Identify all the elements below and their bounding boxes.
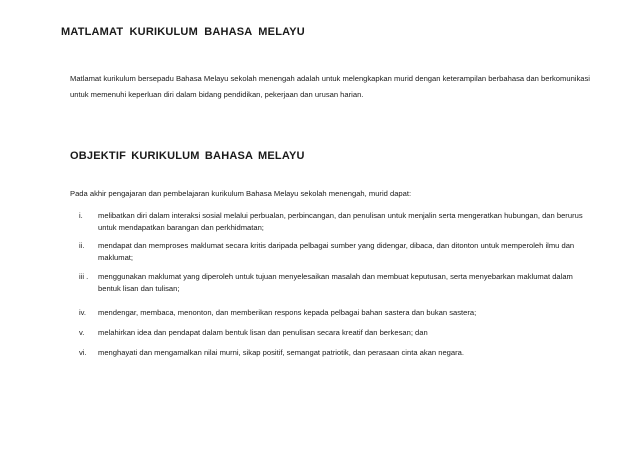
objective-item: [79, 327, 589, 339]
objective-item: [79, 240, 589, 264]
matlamat-paragraph: Matlamat kurikulum bersepadu Bahasa Melayu sekolah menengah adalah untuk melengkapkan murid dengan keterampilan berbahasa dan berkomunikasi untuk memenuhi keperluan diri dalam bidang pendidikan, pekerjaan dan urusan harian.: [70, 74, 590, 99]
objective-item: [79, 271, 589, 295]
item-text: melahirkan idea dan pendapat dalam bentuk lisan dan penulisan secara kreatif dan berkesan; dan: [98, 328, 428, 337]
item-text: mendengar, membaca, menonton, dan memberikan respons kepada pelbagai bahan sastera dan bukan sastera;: [98, 308, 477, 317]
item-number: ii.: [79, 241, 85, 250]
item-text: menghayati dan mengamalkan nilai murni, sikap positif, semangat patriotik, dan perasaan cinta akan negara.: [98, 348, 464, 357]
section-title-objektif: OBJEKTIF KURIKULUM BAHASA MELAYU: [70, 150, 305, 162]
objective-item: [79, 210, 589, 234]
section-title-matlamat: MATLAMAT KURIKULUM BAHASA MELAYU: [61, 26, 305, 38]
item-text: mendapat dan memproses maklumat secara kritis daripada pelbagai sumber yang didengar, dibaca, dan ditonton untuk memperoleh ilmu dan maklumat;: [98, 241, 575, 262]
item-number: iv.: [79, 308, 87, 317]
objektif-intro: Pada akhir pengajaran dan pembelajaran kurikulum Bahasa Melayu sekolah menengah, murid dapat:: [70, 189, 412, 198]
item-text: melibatkan diri dalam interaksi sosial melalui perbualan, perbincangan, dan penulisan untuk menjalin serta mengeratkan hubungan, dan berurus untuk mendapatkan barangan dan perkhidmatan;: [98, 211, 583, 232]
objective-item: [79, 307, 589, 319]
objective-item: [79, 347, 589, 359]
item-number: iii .: [79, 272, 89, 281]
item-number: i.: [79, 211, 83, 220]
item-number: vi.: [79, 348, 87, 357]
item-number: v.: [79, 328, 85, 337]
item-text: menggunakan maklumat yang diperoleh untuk tujuan menyelesaikan masalah dan membuat keputusan, serta menyebarkan maklumat dalam bentuk lisan dan tulisan;: [98, 272, 573, 293]
